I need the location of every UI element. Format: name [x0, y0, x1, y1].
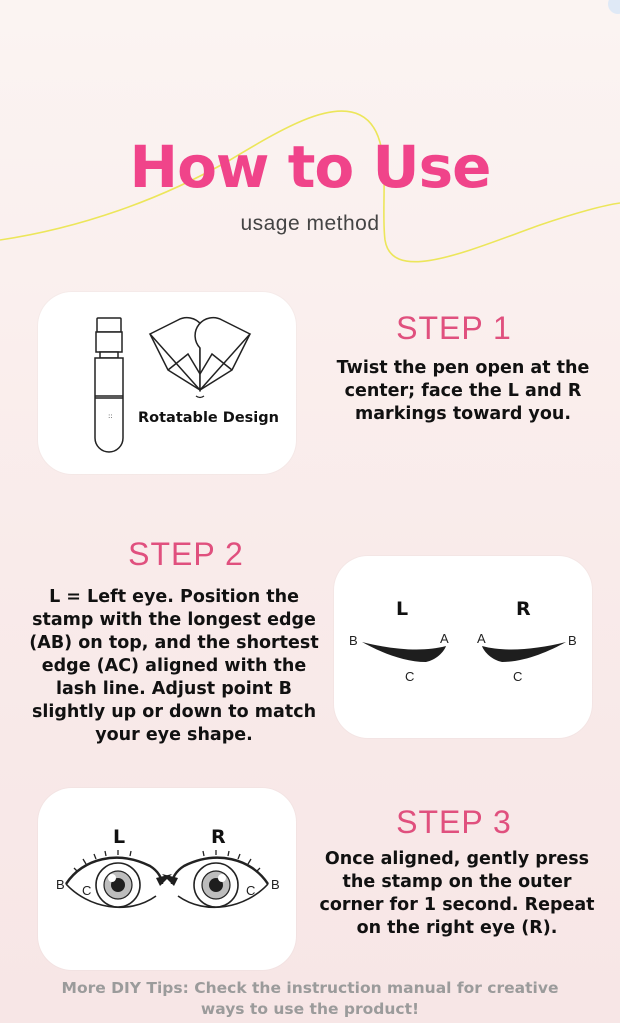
left-eye-icon [66, 850, 172, 907]
step3-point-c-left: C [82, 883, 92, 898]
step1-label: STEP 1 [396, 310, 512, 346]
right-eye-icon [162, 850, 268, 907]
step3-label: STEP 3 [396, 804, 512, 840]
eyes-with-liner-illustration [38, 788, 296, 970]
step1-instructions: Twist the pen open at the center; face the L and R markings toward you. [336, 358, 590, 424]
step2-point-b-right: B [568, 633, 577, 648]
step2-point-b-left: B [349, 633, 358, 648]
step3-point-b-left: B [56, 877, 65, 892]
step2-point-c-right: C [513, 669, 523, 684]
step2-point-c-left: C [405, 669, 415, 684]
rotatable-pen-illustration [38, 292, 296, 474]
step2-point-a-right: A [477, 631, 486, 646]
rotatable-design-label: Rotatable Design [138, 410, 279, 426]
step3-instructions: Once aligned, gently press the stamp on the outer corner for 1 second. Repeat on the right eye (R). [319, 849, 595, 938]
step3-point-b-right: B [271, 877, 280, 892]
step2-point-a-left: A [440, 631, 449, 646]
step2-left-label: L [396, 598, 409, 620]
page-subtitle: usage method [240, 212, 380, 235]
step3-left-label: L [113, 826, 126, 848]
step2-label: STEP 2 [128, 536, 244, 572]
step3-point-c-right: C [246, 883, 256, 898]
pen-icon [95, 318, 123, 452]
eyeliner-stamp-shapes [334, 556, 592, 738]
left-stamp-shape [362, 642, 446, 662]
svg-text:::: :: [108, 412, 113, 420]
step3-right-label: R [211, 826, 226, 848]
footer-tip: More DIY Tips: Check the instruction manual for creative ways to use the product! [61, 979, 559, 1018]
right-stamp-shape [482, 642, 566, 662]
step2-instructions: L = Left eye. Position the stamp with the longest edge (AB) on top, and the shortest edge (AC) aligned with the lash line. Adjust point B slightly up or down to match your eye shape. [29, 587, 319, 745]
page-title: How to Use [129, 133, 491, 201]
step2-right-label: R [516, 598, 531, 620]
stamp-shapes-icon [150, 318, 250, 390]
